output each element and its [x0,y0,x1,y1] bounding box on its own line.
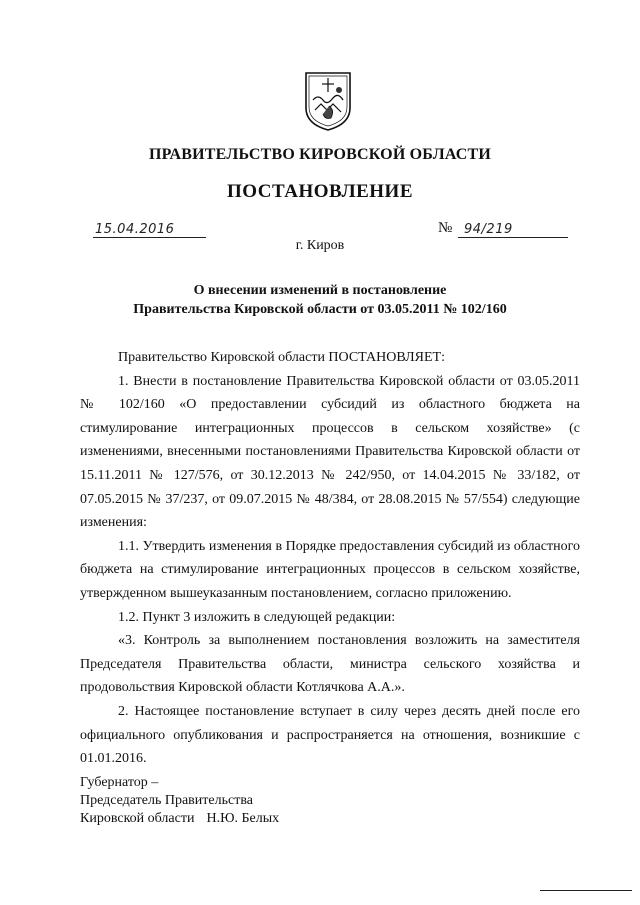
document-type-title: ПОСТАНОВЛЕНИЕ [226,181,414,202]
paragraph-1: 1. Внести в постановление Правительства Кировской области от 03.05.2011 № 102/160 «О предоставлении субсидий из областного бюджета на стимулирование интеграционных процессов в сельском хозяйстве» (с изменениями, внесенными постановлениями Правительства Кировской области от 15.11.2011 № 127/576, от 30.12.2013 № 242/950, от 14.04.2015 № 33/182, от 07.05.2015 № 37/237, от 09.07.2015 № 48/384, от 28.08.2015 № 57/554) следующие изменения: [80,373,580,531]
city: г. Киров [295,238,345,253]
organization-title: ПРАВИТЕЛЬСТВО КИРОВСКОЙ ОБЛАСТИ [148,146,492,163]
subject-title [0,281,640,319]
paragraph-1-2: 1.2. Пункт 3 изложить в следующей редакции: [118,609,396,625]
signature-region: Кировской области [80,811,195,826]
date-handwritten: 15.04.2016 [95,222,175,237]
signature-line-1: Губернатор – [80,775,159,790]
number-handwritten: 94/219 [464,222,513,237]
signature-line-2: Председатель Правительства [80,793,253,808]
paragraph-quote: «3. Контроль за выполнением постановления возложить на заместителя Председателя Правительства области, министра сельского хозяйства и продовольствия Кировской области Котлячкова А.А.». [80,633,580,696]
subject-line-1: О внесении изменений в постановление [193,283,447,298]
paragraph-2: 2. Настоящее постановление вступает в силу через десять дней после его официального опубликования и распространяется на отношения, возникшие с 01.01.2016. [80,703,580,767]
body-text [80,346,580,771]
number-field [458,221,568,238]
paragraph-resolves: Правительство Кировской области ПОСТАНОВЛЯЕТ: [118,350,445,365]
signature-block [80,774,279,828]
subject-line-2: Правительства Кировской области от 03.05.2011 № 102/160 [133,302,507,317]
date-field [93,221,206,238]
signature-line-3 [80,810,279,828]
number-label: № [438,220,453,236]
paragraph-1-1: 1.1. Утвердить изменения в Порядке предоставления субсидий из областного бюджета на стимулирование интеграционных процессов в сельском хозяйстве, утвержденном вышеуказанным постановлением, согласно приложению. [80,538,580,601]
signatory-name: Н.Ю. Белых [206,811,280,826]
footer-rule [540,890,632,891]
coat-of-arms-icon [303,70,353,132]
